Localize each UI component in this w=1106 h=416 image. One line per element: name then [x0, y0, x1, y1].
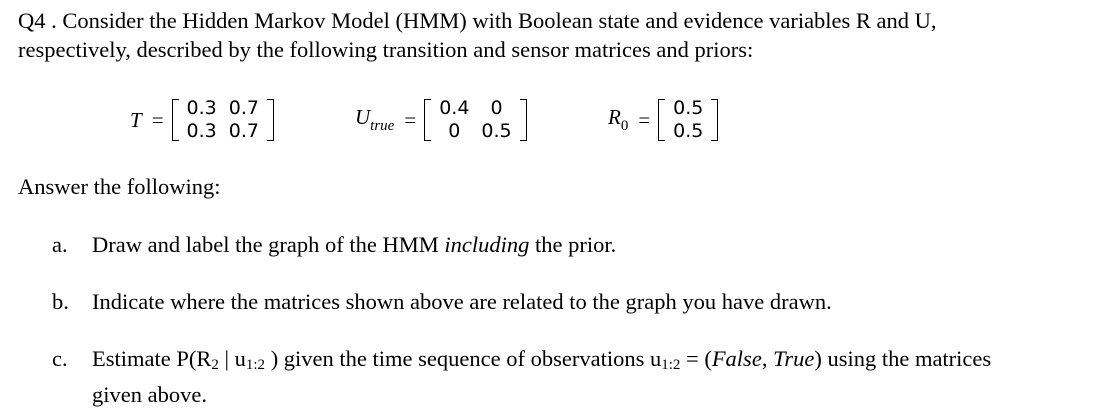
equals-sign: =	[404, 107, 417, 132]
item-a-text-start: Draw and label the graph of the HMM	[92, 232, 445, 257]
question-intro	[18, 6, 1098, 64]
prior-symbol	[608, 105, 628, 135]
prior-subscript: 0	[620, 118, 629, 134]
intro-text-1: Consider the Hidden Markov Model (HMM) with Boolean state and evidence variables R and U,	[62, 8, 937, 33]
item-c-close: ) using the matrices	[814, 346, 992, 371]
item-marker: a.	[52, 232, 68, 257]
sensor-cell: 0.5	[481, 120, 512, 142]
item-marker: c.	[52, 346, 68, 371]
comma: ,	[761, 346, 774, 371]
r-subscript: 2	[211, 357, 219, 373]
question-number: Q4 .	[18, 8, 57, 33]
sensor-symbol-letter: U	[355, 105, 371, 129]
equals-sign: =	[151, 107, 164, 132]
sensor-matrix	[424, 97, 526, 143]
item-a-text-end: the prior.	[529, 232, 617, 257]
intro-line-2: respectively, described by the following transition and sensor matrices and priors:	[18, 37, 754, 62]
item-c-line-2: given above.	[92, 382, 207, 407]
value-false: False	[711, 346, 762, 371]
item-text: Indicate where the matrices shown above are related to the graph you have drawn.	[92, 289, 832, 314]
transition-cell: 0.3	[186, 97, 217, 119]
u-subscript-2: 1:2	[661, 357, 681, 373]
transition-cell: 0.3	[186, 120, 217, 142]
sensor-subscript: true	[370, 118, 395, 134]
item-a-emphasis: including	[444, 232, 530, 257]
prob-open: Estimate P(R	[92, 346, 212, 371]
list-item-a	[52, 230, 1092, 259]
transition-matrix-equation	[130, 92, 274, 148]
item-marker: b.	[52, 289, 69, 314]
item-c-middle: ) given the time sequence of observations u	[265, 346, 662, 371]
prior-vector-equation	[608, 92, 718, 148]
prior-cell: 0.5	[673, 97, 704, 119]
prior-symbol-letter: R	[608, 105, 621, 129]
transition-symbol: T	[130, 107, 142, 132]
prior-cell: 0.5	[673, 120, 704, 142]
equals-open: = (	[680, 346, 712, 371]
u-subscript: 1:2	[245, 357, 266, 373]
sensor-cell: 0	[490, 97, 503, 119]
transition-matrix	[172, 97, 274, 143]
equals-sign: =	[638, 107, 651, 132]
transition-cell: 0.7	[228, 120, 259, 142]
item-text	[92, 344, 1092, 409]
answer-heading: Answer the following:	[18, 174, 221, 199]
transition-cell: 0.7	[228, 97, 259, 119]
list-item-c	[52, 344, 1092, 409]
value-true: True	[773, 346, 815, 371]
prior-vector	[658, 97, 718, 143]
sensor-cell: 0	[448, 120, 461, 142]
list-item-b	[52, 287, 1092, 316]
sensor-matrix-equation	[355, 92, 527, 148]
intro-line-1	[18, 6, 1098, 35]
sensor-cell: 0.4	[439, 97, 470, 119]
sensor-symbol	[355, 105, 394, 135]
item-text	[92, 230, 1092, 259]
given-bar: | u	[218, 346, 246, 371]
